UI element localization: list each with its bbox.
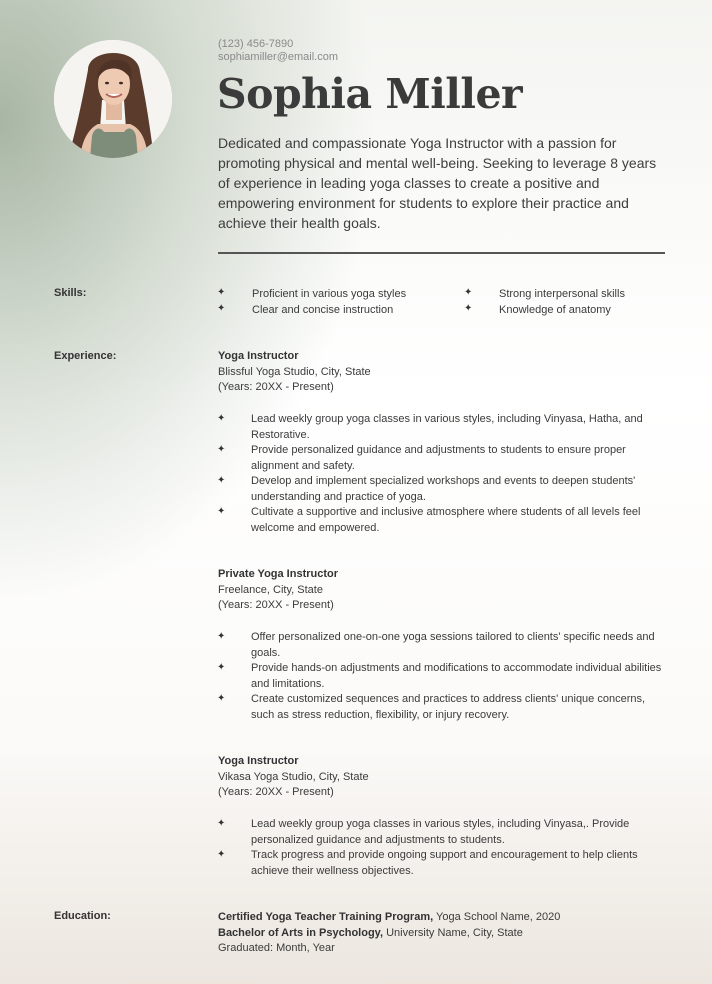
four-point-star-icon: ✦ (217, 631, 226, 642)
four-point-star-icon: ✦ (217, 662, 226, 673)
education-label: Education: (54, 910, 111, 922)
candidate-name: Sophia Miller (217, 70, 523, 118)
job-company: Blissful Yoga Studio, City, State (218, 366, 371, 378)
four-point-star-icon: ✦ (217, 287, 226, 298)
job-bullet: Lead weekly group yoga classes in various styles, including Vinyasa,. Provide personalized guidance and adjustments to students. (251, 818, 630, 846)
four-point-star-icon: ✦ (217, 818, 226, 829)
job-years: (Years: 20XX - Present) (218, 786, 334, 798)
skills-label: Skills: (54, 287, 87, 299)
job-company: Vikasa Yoga Studio, City, State (218, 771, 369, 783)
job-bullet: Cultivate a supportive and inclusive atmosphere where students of all levels feel welcome and empowered. (251, 506, 641, 534)
job-years: (Years: 20XX - Present) (218, 381, 334, 393)
four-point-star-icon: ✦ (217, 506, 226, 517)
experience-label: Experience: (54, 350, 117, 362)
profile-summary: Dedicated and compassionate Yoga Instructor with a passion for promoting physical and mental well-being. Seeking to leverage 8 years of experience in leading yoga classes to create a positive and empowering environment for students to explore their practice and achieve their health goals. (218, 135, 657, 231)
job-title: Yoga Instructor (218, 350, 299, 362)
job-years: (Years: 20XX - Present) (218, 599, 334, 611)
job-bullet: Lead weekly group yoga classes in various styles, including Vinyasa, Hatha, and Restorative. (251, 413, 643, 441)
profile-photo-illustration (54, 40, 172, 158)
job-bullet: Offer personalized one-on-one yoga sessions tailored to clients' specific needs and goals. (251, 631, 655, 659)
education-detail: University Name, City, State (383, 927, 523, 939)
job-title: Yoga Instructor (218, 755, 299, 767)
four-point-star-icon: ✦ (217, 303, 226, 314)
header-divider (218, 252, 665, 254)
four-point-star-icon: ✦ (217, 413, 226, 424)
skill-item: Clear and concise instruction (252, 304, 394, 316)
education-graduated: Graduated: Month, Year (218, 942, 335, 954)
education-degree: Bachelor of Arts in Psychology, (218, 927, 384, 939)
four-point-star-icon: ✦ (217, 693, 226, 704)
four-point-star-icon: ✦ (464, 287, 473, 298)
education-entry (218, 910, 560, 926)
four-point-star-icon: ✦ (217, 444, 226, 455)
email-address: sophiamiller@email.com (218, 51, 338, 63)
job-bullet: Provide hands-on adjustments and modifications to accommodate individual abilities and limitations. (251, 662, 662, 690)
four-point-star-icon: ✦ (217, 475, 226, 486)
profile-photo (54, 40, 172, 158)
education-degree: Certified Yoga Teacher Training Program, (218, 911, 434, 923)
four-point-star-icon: ✦ (464, 303, 473, 314)
skill-item: Strong interpersonal skills (499, 288, 625, 300)
education-entry (218, 926, 523, 942)
skill-item: Knowledge of anatomy (499, 304, 611, 316)
job-bullet: Provide personalized guidance and adjustments to students to ensure proper alignment and safety. (251, 444, 626, 472)
phone-number: (123) 456-7890 (218, 38, 294, 50)
education-detail: Yoga School Name, 2020 (433, 911, 561, 923)
skill-item: Proficient in various yoga styles (252, 288, 407, 300)
job-company: Freelance, City, State (218, 584, 323, 596)
job-bullet: Create customized sequences and practices to address clients' unique concerns, such as stress reduction, flexibility, or injury recovery. (251, 693, 646, 721)
job-title: Private Yoga Instructor (218, 568, 339, 580)
job-bullet: Develop and implement specialized workshops and events to deepen students' understanding and practice of yoga. (251, 475, 636, 503)
job-bullet: Track progress and provide ongoing support and encouragement to help clients achieve their wellness objectives. (251, 849, 638, 877)
four-point-star-icon: ✦ (217, 849, 226, 860)
